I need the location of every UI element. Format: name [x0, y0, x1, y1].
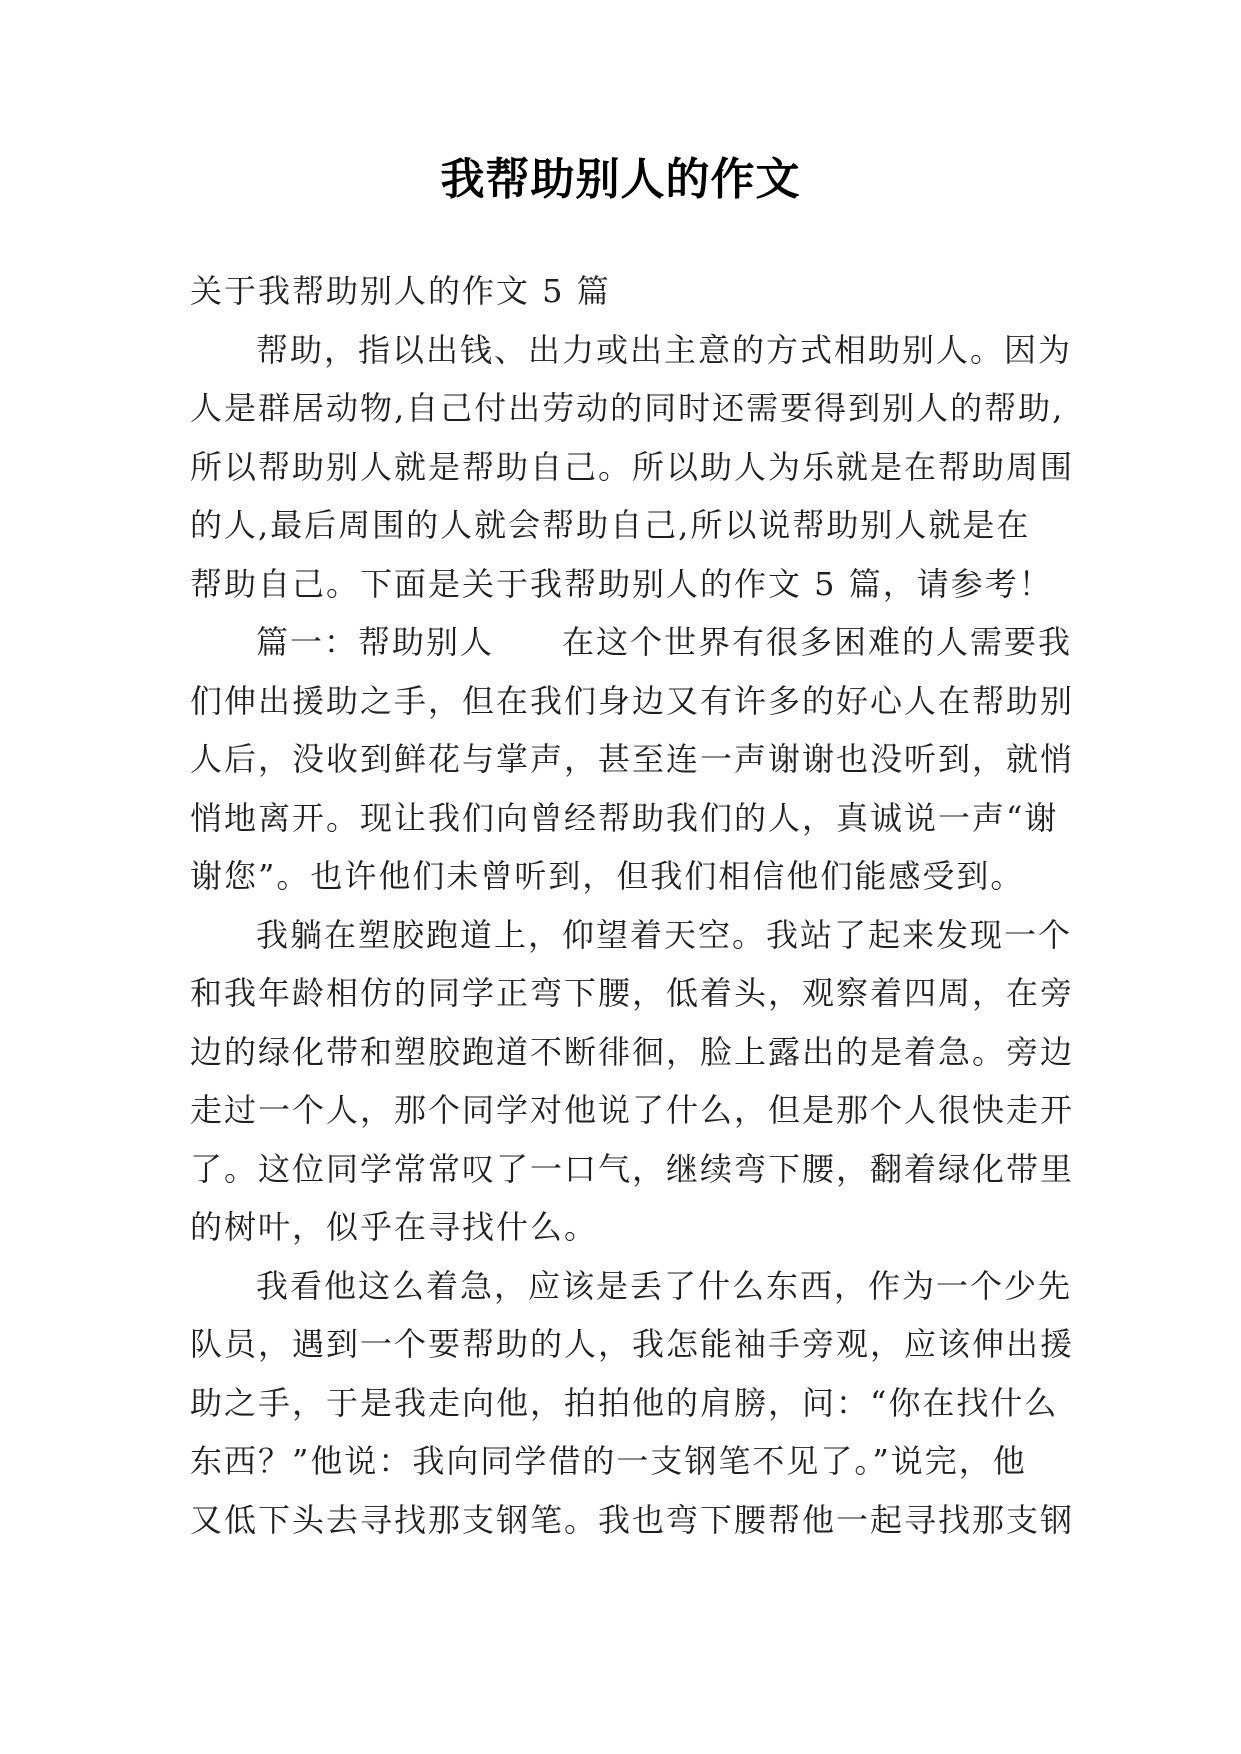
paragraph-line: 我躺在塑胶跑道上，仰望着天空。我站了起来发现一个: [256, 915, 1073, 954]
paragraph-line: 谢您”。也许他们未曾听到，但我们相信他们能感受到。: [190, 857, 1025, 895]
paragraph: [190, 906, 1075, 1257]
paragraph: [190, 613, 1075, 906]
paragraph-line: 助之手，于是我走向他，拍拍他的肩膀，问：“你在找什么: [190, 1383, 1059, 1422]
document-title: 我帮助别人的作文: [440, 154, 801, 205]
paragraph: [190, 321, 1075, 614]
paragraph-line: 们伸出援助之手，但在我们身边又有许多的好心人在帮助别: [190, 681, 1075, 720]
paragraph-line: 人是群居动物,自己付出劳动的同时还需要得到别人的帮助,: [190, 389, 1065, 427]
paragraph-line: 和我年龄相仿的同学正弯下腰，低着头，观察着四周，在旁: [190, 974, 1075, 1012]
paragraph-line: 帮助，指以出钱、出力或出主意的方式相助别人。因为: [256, 330, 1073, 369]
paragraph-line: 所以帮助别人就是帮助自己。所以助人为乐就是在帮助周围: [190, 447, 1075, 486]
paragraph-line: 篇一：帮助别人 在这个世界有很多困难的人需要我: [256, 623, 1073, 661]
document-subtitle: 关于我帮助别人的作文 5 篇: [190, 272, 611, 310]
document-body: [190, 262, 1075, 1549]
paragraph-line: 又低下头去寻找那支钢笔。我也弯下腰帮他一起寻找那支钢: [190, 1500, 1075, 1539]
paragraph-line: 了。这位同学常常叹了一口气，继续弯下腰，翻着绿化带里: [190, 1149, 1075, 1188]
paragraph-line: 队员，遇到一个要帮助的人，我怎能袖手旁观，应该伸出援: [190, 1325, 1075, 1363]
paragraph-line: 人后，没收到鲜花与掌声，甚至连一声谢谢也没听到，就悄: [190, 740, 1075, 778]
paragraph-line: 悄地离开。现让我们向曾经帮助我们的人，真诚说一声“谢: [190, 798, 1059, 837]
paragraph: [190, 1257, 1075, 1550]
paragraph-line: 的人,最后周围的人就会帮助自己,所以说帮助别人就是在: [190, 506, 1031, 544]
paragraph-line: 走过一个人，那个同学对他说了什么，但是那个人很快走开: [190, 1091, 1075, 1129]
paragraph-line: 东西？”他说：我向同学借的一支钢笔不见了。”说完，他: [190, 1442, 1027, 1480]
paragraph-line: 的树叶，似乎在寻找什么。: [190, 1208, 599, 1246]
paragraph-line: 我看他这么着急，应该是丢了什么东西，作为一个少先: [256, 1266, 1073, 1305]
paragraph-line: 边的绿化带和塑胶跑道不断徘徊，脸上露出的是着急。旁边: [190, 1032, 1075, 1071]
paragraph-line: 帮助自己。下面是关于我帮助别人的作文 5 篇，请参考！: [190, 564, 1053, 603]
